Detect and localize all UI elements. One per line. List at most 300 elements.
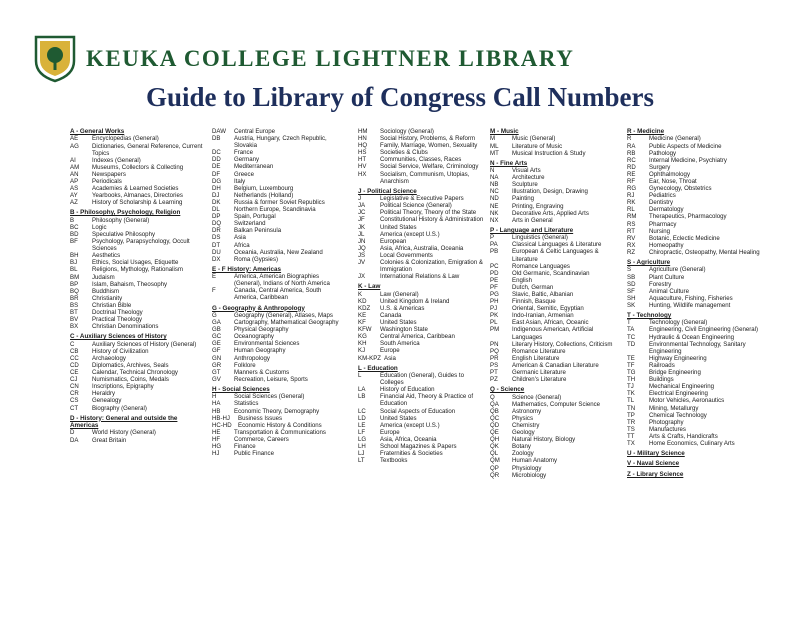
subject-description: Roma (Gypsies) xyxy=(234,255,279,263)
list-item xyxy=(490,284,622,291)
subject-description: Engineering, Civil Engineering (General) xyxy=(649,326,759,334)
subject-description: Belgium, Luxembourg xyxy=(234,184,294,192)
call-number-code: DG xyxy=(212,177,222,185)
call-number-code: JC xyxy=(358,209,366,217)
call-number-code: RM xyxy=(627,213,637,221)
call-number-code: TF xyxy=(627,361,635,369)
list-item xyxy=(490,174,622,181)
list-item xyxy=(358,259,486,273)
list-item xyxy=(212,227,346,234)
list-item xyxy=(212,443,346,450)
subject-description: Social Aspects of Education xyxy=(380,407,456,415)
subject-description: Anthropology xyxy=(234,354,270,362)
list-item xyxy=(70,135,204,142)
list-item xyxy=(490,150,622,157)
list-item xyxy=(358,408,486,415)
call-number-code: BS xyxy=(70,301,79,309)
subject-description: Balkan Peninsula xyxy=(234,227,282,235)
subject-description: Botanic, Eclectic Medicine xyxy=(649,234,720,242)
list-item xyxy=(212,333,346,340)
call-number-code: SH xyxy=(627,294,636,302)
list-item xyxy=(70,192,204,199)
subject-description: Textbooks xyxy=(380,457,408,465)
call-number-code: Q xyxy=(490,393,495,401)
subject-description: Mediterranean xyxy=(234,163,274,171)
list-item xyxy=(490,369,622,376)
classification-section xyxy=(212,386,346,457)
subject-description: Financial Aid, Theory & Practice of Education xyxy=(380,393,474,408)
subject-description: Family, Marriage, Women, Sexuality xyxy=(380,142,478,150)
subject-description: Chemical Technology xyxy=(649,411,707,419)
subject-description: Microbiology xyxy=(512,471,547,479)
call-number-code: D xyxy=(70,429,75,437)
subject-description: Recreation, Leisure, Sports xyxy=(234,375,308,383)
list-item xyxy=(212,206,346,213)
call-number-code: QB xyxy=(490,407,499,415)
subject-description: Diplomatics, Archives, Seals xyxy=(92,361,169,369)
list-item xyxy=(70,217,204,224)
subject-description: Germanic Literature xyxy=(512,369,566,377)
subject-description: Railroads xyxy=(649,361,675,369)
column-2 xyxy=(212,128,346,460)
call-number-code: NA xyxy=(490,174,499,182)
call-number-code: R xyxy=(627,135,632,143)
call-number-code: DR xyxy=(212,227,221,235)
list-item xyxy=(70,295,204,302)
section-title: M - Music xyxy=(490,128,519,135)
call-number-code: HS xyxy=(358,149,367,157)
call-number-code: NC xyxy=(490,188,499,196)
call-number-code: PL xyxy=(490,319,498,327)
call-number-code: DAW xyxy=(212,128,226,135)
section-title: B - Philosophy, Psychology, Religion xyxy=(70,209,181,217)
library-name: KEUKA COLLEGE LIGHTNER LIBRARY xyxy=(86,46,575,71)
subject-description: Statistics xyxy=(234,400,259,408)
subject-description: Social Service, Welfare, Criminology xyxy=(380,163,479,171)
call-number-code: TN xyxy=(627,404,636,412)
classification-section xyxy=(358,283,486,361)
call-number-code: TP xyxy=(627,411,635,419)
list-item xyxy=(490,376,622,383)
list-item xyxy=(490,298,622,305)
call-number-code: AY xyxy=(70,192,78,200)
list-item xyxy=(70,383,204,390)
subject-description: Washington State xyxy=(380,326,428,334)
subject-description: History of Civilization xyxy=(92,347,149,355)
list-item xyxy=(212,429,346,436)
subject-description: Constitutional History & Administration xyxy=(380,216,484,224)
subject-description: Chiropractic, Osteopathy, Mental Healing xyxy=(649,248,760,256)
list-item xyxy=(212,220,346,227)
subject-description: Auxiliary Sciences of History (General) xyxy=(92,340,197,348)
subject-description: Photography xyxy=(649,418,684,426)
subject-description: Indigenous American, Artificial Languages xyxy=(512,326,594,341)
call-number-code: JX xyxy=(358,273,366,281)
call-number-code: GE xyxy=(212,340,221,348)
subject-description: Canada, Central America, South America, Caribbean xyxy=(234,287,322,302)
list-item xyxy=(627,355,767,362)
call-number-code: N xyxy=(490,167,495,175)
call-number-code: DU xyxy=(212,248,221,256)
call-number-code: PT xyxy=(490,369,498,377)
call-number-code: SB xyxy=(627,273,636,281)
subject-description: Plant Culture xyxy=(649,273,685,281)
list-item xyxy=(627,135,767,142)
list-item xyxy=(212,242,346,249)
subject-description: Newspapers xyxy=(92,170,126,178)
call-number-code: RL xyxy=(627,206,635,214)
subject-description: Slavic, Baltic, Albanian xyxy=(512,291,574,298)
call-number-code: QK xyxy=(490,443,499,451)
subject-description: Indo-Iranian, Armenian xyxy=(512,312,574,320)
call-number-code: GR xyxy=(212,361,222,369)
list-item xyxy=(490,450,622,457)
list-item xyxy=(490,248,622,262)
call-number-code: BF xyxy=(70,238,78,246)
list-item xyxy=(212,213,346,220)
call-number-code: AI xyxy=(70,156,76,164)
call-number-code: GB xyxy=(212,326,221,334)
call-number-code: ND xyxy=(490,195,499,203)
call-number-code: LT xyxy=(358,457,365,465)
subject-description: Literary History, Collections, Criticism xyxy=(512,340,613,348)
call-number-code: RC xyxy=(627,156,636,164)
list-item xyxy=(627,302,767,309)
subject-description: Economic Theory, Demography xyxy=(234,407,320,415)
classification-section xyxy=(627,450,767,457)
call-number-code: QM xyxy=(490,457,500,465)
subject-description: Social History, Problems, & Reform xyxy=(380,135,476,143)
classification-section xyxy=(70,209,204,330)
subject-description: History of Scholarship & Learning xyxy=(92,199,183,207)
list-item xyxy=(627,412,767,419)
list-item xyxy=(212,393,346,400)
subject-description: Oceania, Australia, New Zealand xyxy=(234,248,323,256)
list-item xyxy=(358,457,486,464)
list-item xyxy=(212,340,346,347)
list-item xyxy=(358,312,486,319)
call-number-code: BC xyxy=(70,223,79,231)
list-item xyxy=(212,326,346,333)
subject-description: Bridge Engineering xyxy=(649,369,701,377)
subject-description: Religions, Mythology, Rationalism xyxy=(92,266,183,274)
call-number-code: DK xyxy=(212,198,221,206)
subject-description: Animal Culture xyxy=(649,287,689,295)
subject-description: Classical Languages & Literature xyxy=(512,241,602,249)
list-item xyxy=(490,429,622,436)
subject-description: Museums, Collectors & Collecting xyxy=(92,163,184,171)
list-item xyxy=(358,443,486,450)
call-number-code: SD xyxy=(627,280,636,288)
list-item xyxy=(358,209,486,216)
call-number-code: AP xyxy=(70,177,79,185)
call-number-code: TH xyxy=(627,376,636,384)
subject-description: Societies & Clubs xyxy=(380,149,428,157)
column-5 xyxy=(627,128,767,481)
call-number-code: TA xyxy=(627,326,635,334)
list-item xyxy=(490,408,622,415)
subject-description: France xyxy=(234,149,253,157)
subject-description: U.S. & Americas xyxy=(380,304,425,312)
call-number-code: KM-KPZ xyxy=(358,354,382,362)
call-number-code: RB xyxy=(627,149,636,157)
subject-description: Spain, Portugal xyxy=(234,213,276,221)
call-number-code: DQ xyxy=(212,220,222,228)
list-item xyxy=(212,192,346,199)
subject-description: American & Canadian Literature xyxy=(512,361,599,369)
call-number-code: DD xyxy=(212,156,221,164)
call-number-code: DH xyxy=(212,184,221,192)
call-number-code: TC xyxy=(627,333,636,341)
list-item xyxy=(627,178,767,185)
list-item xyxy=(358,156,486,163)
list-item xyxy=(490,348,622,355)
list-item xyxy=(70,316,204,323)
subject-description: Musical Instruction & Study xyxy=(512,149,586,157)
call-number-code: TG xyxy=(627,369,636,377)
call-number-code: KFW xyxy=(358,326,372,334)
column-4 xyxy=(490,128,622,482)
subject-description: Christianity xyxy=(92,294,123,302)
list-item xyxy=(212,199,346,206)
call-number-code: NX xyxy=(490,216,499,224)
section-title: H - Social Sciences xyxy=(212,385,270,393)
list-item xyxy=(490,234,622,241)
list-item xyxy=(490,167,622,174)
call-number-code: CR xyxy=(70,390,79,398)
call-number-code: BJ xyxy=(70,259,78,267)
list-item xyxy=(70,369,204,376)
call-number-code: KDZ xyxy=(358,304,371,312)
section-title: T - Technology xyxy=(627,311,672,319)
subject-description: Electrical Engineering xyxy=(649,390,708,398)
section-title: P - Language and Literature xyxy=(490,226,574,234)
subject-description: Geography (General), Atlases, Maps xyxy=(234,311,333,319)
call-number-code: HN xyxy=(358,135,367,143)
call-number-code: HG xyxy=(212,442,222,450)
list-item xyxy=(212,287,346,301)
list-item xyxy=(212,135,346,149)
call-number-code: DF xyxy=(212,170,221,178)
subject-description: Illustration, Design, Drawing xyxy=(512,188,588,196)
call-number-code: HM xyxy=(358,128,368,135)
list-item xyxy=(70,341,204,348)
subject-description: Hydraulic & Ocean Engineering xyxy=(649,333,735,341)
subject-description: Romance Literature xyxy=(512,347,566,355)
page-title: Guide to Library of Congress Call Numbers xyxy=(145,82,654,112)
call-number-code: DT xyxy=(212,241,221,249)
subject-description: Socialism, Communism, Utopias, Anarchism xyxy=(380,170,470,185)
call-number-code: LG xyxy=(358,435,367,443)
list-item xyxy=(358,305,486,312)
list-item xyxy=(490,401,622,408)
call-number-code: JN xyxy=(358,237,366,245)
subject-description: Political Theory, Theory of the State xyxy=(380,209,477,217)
subject-description: Sociology (General) xyxy=(380,128,434,135)
list-item xyxy=(490,263,622,270)
list-item xyxy=(490,341,622,348)
subject-description: Therapeutics, Pharmacology xyxy=(649,213,727,221)
call-number-code: RD xyxy=(627,163,636,171)
list-item xyxy=(70,171,204,178)
list-item xyxy=(212,156,346,163)
list-item xyxy=(490,277,622,284)
list-item xyxy=(358,135,486,142)
list-item xyxy=(212,185,346,192)
subject-description: Oriental, Semitic, Egyptian xyxy=(512,305,584,313)
classification-section xyxy=(212,128,346,263)
classification-section xyxy=(490,160,622,224)
list-item xyxy=(627,242,767,249)
list-item xyxy=(212,347,346,354)
list-item xyxy=(490,415,622,422)
call-number-code: DB xyxy=(212,135,221,143)
list-item xyxy=(627,164,767,171)
list-item xyxy=(490,291,622,298)
call-number-code: BL xyxy=(70,266,78,274)
call-number-code: QD xyxy=(490,422,500,429)
call-number-code: J xyxy=(358,195,362,203)
subject-description: Home Economics, Culinary Arts xyxy=(649,439,735,447)
subject-description: Music (General) xyxy=(512,135,556,143)
section-title: Z - Library Science xyxy=(627,470,684,478)
subject-description: Pediatrics xyxy=(649,192,676,200)
subject-description: Indexes (General) xyxy=(92,156,141,164)
list-item xyxy=(212,178,346,185)
call-number-code: HA xyxy=(212,400,221,408)
call-number-code: PZ xyxy=(490,376,498,384)
list-item xyxy=(490,181,622,188)
subject-description: United States xyxy=(380,319,417,327)
subject-description: Mining, Metallurgy xyxy=(649,404,699,412)
subject-description: Asia xyxy=(234,234,246,242)
list-item xyxy=(70,164,204,171)
call-number-code: PB xyxy=(490,248,499,256)
subject-description: European xyxy=(380,237,407,245)
list-item xyxy=(358,422,486,429)
list-item xyxy=(70,405,204,412)
subject-description: Manners & Customs xyxy=(234,368,290,376)
call-number-code: AS xyxy=(70,185,79,193)
subject-description: Mathematics, Computer Science xyxy=(512,400,601,408)
list-item xyxy=(490,210,622,217)
call-number-code: HV xyxy=(358,163,367,171)
call-number-code: JK xyxy=(358,223,366,231)
list-item xyxy=(212,400,346,407)
list-item xyxy=(358,372,486,386)
subject-description: English Literature xyxy=(512,354,560,362)
list-item xyxy=(627,249,767,256)
call-number-code: RS xyxy=(627,220,636,228)
subject-description: Agriculture (General) xyxy=(649,266,706,274)
subject-description: Folklore xyxy=(234,361,256,369)
list-item xyxy=(358,216,486,223)
list-item xyxy=(70,376,204,383)
list-item xyxy=(490,362,622,369)
subject-description: English xyxy=(512,276,532,284)
list-item xyxy=(627,157,767,164)
call-number-code: H xyxy=(212,393,217,401)
call-number-code: NB xyxy=(490,181,499,189)
call-number-code: DX xyxy=(212,255,221,263)
call-number-code: JS xyxy=(358,251,366,259)
call-number-code: PA xyxy=(490,241,498,249)
subject-description: Russia & former Soviet Republics xyxy=(234,198,325,206)
subject-description: Fraternities & Societies xyxy=(380,450,443,458)
subject-description: Numismatics, Coins, Medals xyxy=(92,376,169,384)
list-item xyxy=(490,422,622,429)
subject-description: Great Britain xyxy=(92,436,127,444)
subject-description: Hunting, Wildlife management xyxy=(649,301,731,309)
list-item xyxy=(490,135,622,142)
list-item xyxy=(358,149,486,156)
subject-description: Greece xyxy=(234,170,254,178)
call-number-code: BD xyxy=(70,230,79,238)
list-item xyxy=(358,231,486,238)
subject-description: Dictionaries, General Reference, Current Topics xyxy=(92,142,203,157)
list-item xyxy=(358,436,486,443)
call-number-code: AE xyxy=(70,135,79,143)
list-item xyxy=(212,415,346,422)
call-number-code: TE xyxy=(627,354,635,362)
call-number-code: LH xyxy=(358,442,366,450)
list-item xyxy=(627,334,767,341)
call-number-code: JV xyxy=(358,259,366,266)
call-number-code: RX xyxy=(627,241,636,249)
classification-section xyxy=(627,460,767,467)
call-number-code: DP xyxy=(212,213,221,221)
section-title: C - Auxiliary Sciences of History xyxy=(70,333,167,341)
list-item xyxy=(627,426,767,433)
column-3 xyxy=(358,128,486,467)
classification-section xyxy=(358,188,486,281)
subject-description: Gynecology, Obstetrics xyxy=(649,185,712,193)
subject-description: Social Sciences (General) xyxy=(234,393,305,401)
call-number-code: HE xyxy=(212,428,221,436)
list-item xyxy=(627,405,767,412)
call-number-code: DL xyxy=(212,206,220,214)
call-number-code: HB xyxy=(212,407,221,415)
call-number-code: AG xyxy=(70,142,79,150)
list-item xyxy=(70,281,204,288)
subject-description: Biography (General) xyxy=(92,404,147,412)
section-title: J - Political Science xyxy=(358,187,417,195)
classification-section xyxy=(490,128,622,157)
subject-description: Finnish, Basque xyxy=(512,298,556,306)
list-item xyxy=(627,397,767,404)
call-number-code: M xyxy=(490,135,496,143)
call-number-columns xyxy=(70,128,788,608)
list-item xyxy=(627,199,767,206)
list-item xyxy=(627,185,767,192)
list-item xyxy=(490,443,622,450)
subject-description: Sculpture xyxy=(512,181,538,189)
subject-description: Christian Bible xyxy=(92,301,132,309)
subject-description: Christian Denominations xyxy=(92,323,159,331)
call-number-code: RF xyxy=(627,177,636,185)
call-number-code: AN xyxy=(70,170,79,178)
call-number-code: CE xyxy=(70,369,79,377)
list-item xyxy=(70,231,204,238)
section-title: S - Agriculture xyxy=(627,259,671,266)
list-item xyxy=(627,228,767,235)
call-number-code: QA xyxy=(490,400,499,408)
list-item xyxy=(358,252,486,259)
call-number-code: PG xyxy=(490,291,499,298)
list-item xyxy=(358,319,486,326)
subject-description: South America xyxy=(380,340,420,348)
subject-description: World History (General) xyxy=(92,429,156,437)
